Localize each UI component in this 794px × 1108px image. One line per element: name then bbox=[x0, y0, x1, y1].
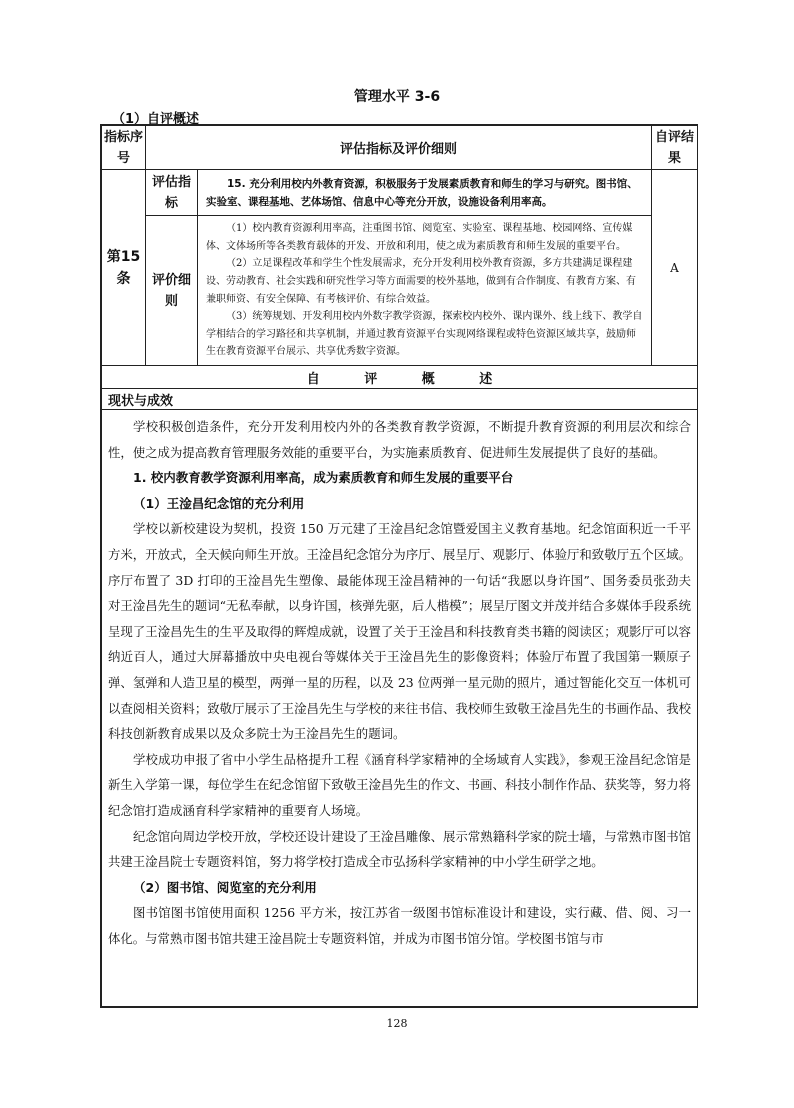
summary-header: 自 评 概 述 bbox=[102, 366, 698, 389]
col-criteria-header: 评估指标及评价细则 bbox=[146, 126, 652, 170]
body-paragraph: 学校成功申报了省中小学生品格提升工程《涵育科学家精神的全场域育人实践》，参观王淦昌纪念馆是新生入学第一课，每位学生在纪念馆留下致敬王淦昌先生的作文、书画、科技小制作作品、获奖等，努力将纪念馆打造成涵育科学家精神的重要育人场境。 bbox=[108, 751, 692, 818]
body-paragraph: 纪念馆向周边学校开放，学校还设计建设了王淦昌雕像、展示常熟籍科学家的院士墙，与常熟市图书馆共建王淦昌院士专题资料馆，努力将学校打造成全市弘扬科学家精神的中小学生研学之地。 bbox=[108, 828, 692, 870]
status-label: 现状与成效 bbox=[102, 389, 698, 410]
indicator-label: 评估指标 bbox=[146, 170, 198, 216]
body-heading: 1. 校内教育教学资源利用率高，成为素质教育和师生发展的重要平台 bbox=[133, 470, 514, 486]
self-eval-result: A bbox=[652, 170, 698, 366]
detail-item: （1）校内教育资源利用率高，注重图书馆、阅览室、实验室、课程基地、校园网络、宣传媒体、文体场所等各类教育载体的开发、开放和利用，使之成为素质教育和师生发展的重要平台。 bbox=[206, 223, 633, 252]
page-title: 管理水平 3-6 bbox=[353, 89, 441, 105]
details-label: 评价细则 bbox=[146, 216, 198, 366]
body-heading: （2）图书馆、阅览室的充分利用 bbox=[133, 879, 317, 895]
summary-body bbox=[102, 410, 698, 1007]
body-paragraph: 学校以新校建设为契机，投资 150 万元建了王淦昌纪念馆暨爱国主义教育基地。纪念馆面积近一千平方米，开放式，全天候向师生开放。王淦昌纪念馆分为序厅、展呈厅、观影厅、体验厅和致敬厅五个区域。序厅布置了 3D 打印的王淦昌先生塑像、最能体现王淦昌精神的一句话“我愿以身许国”、国务委员张劲夫对王淦昌先生的题词“无私奉献，以身许国，核弹先驱，后人楷模”；展呈厅图文并茂并结合多媒体手段系统呈现了王淦昌先生的生平及取得的辉煌成就，设置了关于王淦昌和科技教育类书籍的阅读区；观影厅可以容纳近百人，通过大屏幕播放中央电视台等媒体关于王淦昌先生的影像资料；体验厅布置了我国第一颗原子弹、氢弹和人造卫星的模型，两弹一星的历程，以及 23 位两弹一星元勋的照片，通过智能化交互一体机可以查阅相关资料；致敬厅展示了王淦昌先生与学校的来往书信、我校师生致敬王淦昌先生的书画作品、我校科技创新教育成果以及众多院士为王淦昌先生的题词。 bbox=[108, 521, 692, 742]
col-result-header: 自评结果 bbox=[652, 126, 698, 170]
body-paragraph: 学校积极创造条件，充分开发利用校内外的各类教育教学资源，不断提升教育资源的利用层次和综合性，使之成为提高教育管理服务效能的重要平台，为实施素质教育、促进师生发展提供了良好的基础。 bbox=[108, 419, 692, 460]
section-label: （1）自评概述 bbox=[112, 112, 200, 127]
body-heading: （1）王淦昌纪念馆的充分利用 bbox=[133, 495, 305, 511]
indicator-text: 15. 充分利用校内外教育资源，积极服务于发展素质教育和师生的学习与研究。图书馆、实验室、课程基地、艺体场馆、信息中心等充分开放，设施设备利用率高。 bbox=[198, 170, 652, 216]
col-index-header: 指标序号 bbox=[102, 126, 146, 170]
row-number: 第15条 bbox=[102, 170, 146, 366]
detail-item: （2）立足课程改革和学生个性发展需求，充分开发利用校外教育资源，多方共建满足课程建设、劳动教育、社会实践和研究性学习等方面需要的校外基地，做到有合作制度、有教育方案、有兼职师资、有安全保障、有考核评价、有综合效益。 bbox=[206, 258, 636, 305]
evaluation-table bbox=[100, 124, 698, 1008]
body-paragraph: 图书馆图书馆使用面积 1256 平方米，按江苏省一级图书馆标准设计和建设，实行藏、借、阅、习一体化。与常熟市图书馆共建王淦昌院士专题资料馆，并成为市图书馆分馆。学校图书馆与市 bbox=[108, 905, 692, 946]
details-text bbox=[198, 216, 652, 366]
page-number: 128 bbox=[386, 1017, 408, 1030]
detail-item: （3）统筹规划、开发利用校内外数字教学资源，探索校内校外、课内课外、线上线下、教学自学相结合的学习路径和共享机制，并通过教育资源平台实现网络课程或特色资源区域共享，鼓励师生在教育资源平台展示、共享优秀数字资源。 bbox=[206, 311, 643, 358]
